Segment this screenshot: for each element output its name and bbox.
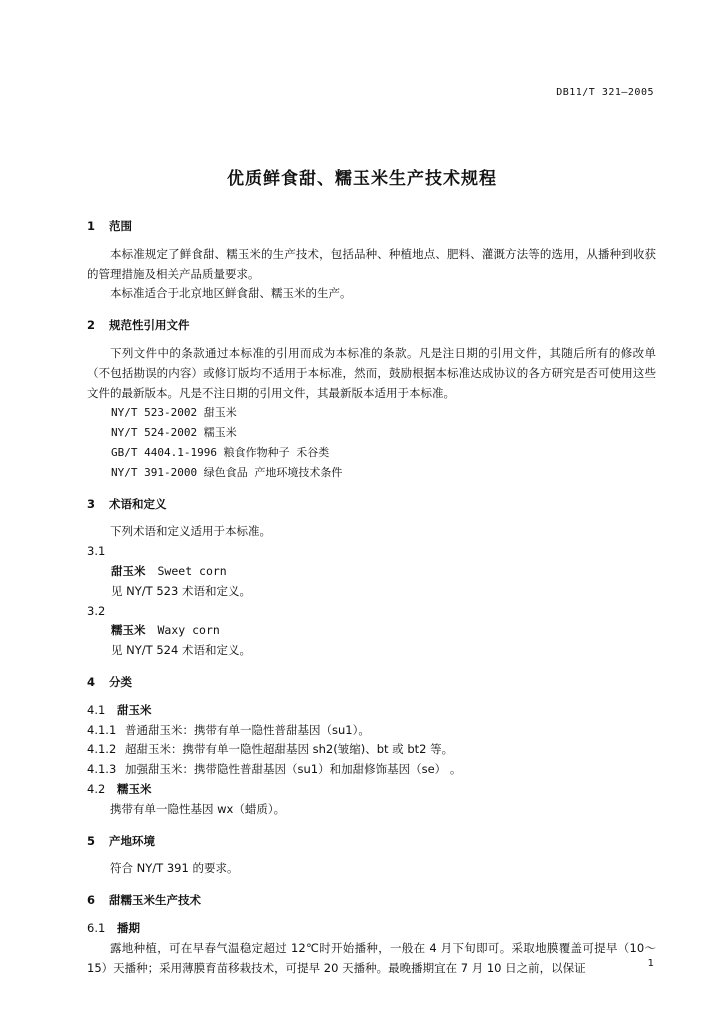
term-en: Sweet corn (157, 563, 227, 578)
section-3-heading (87, 495, 656, 515)
clause (87, 721, 656, 741)
term-name (87, 562, 656, 582)
subsection-number: 6.1 (87, 920, 106, 935)
section-4-heading (87, 673, 656, 693)
subsection-number: 4.1 (87, 702, 106, 717)
term-number: 3.2 (87, 603, 106, 618)
clause-number: 4.1.1 (87, 722, 117, 737)
paragraph: 携带有单一隐性基因 wx（蜡质）。 (110, 801, 286, 816)
term-definition: 见 NY/T 524 术语和定义。 (111, 643, 251, 658)
section-number: 4 (87, 674, 96, 689)
section-number: 6 (87, 893, 96, 908)
page-title: 优质鲜食甜、糯玉米生产技术规程 (227, 169, 497, 189)
section-title: 甜糯玉米生产技术 (109, 893, 202, 908)
section-number: 2 (87, 318, 96, 333)
section-2-heading (87, 316, 656, 336)
term-number: 3.1 (87, 544, 106, 559)
section-number: 5 (87, 833, 96, 848)
section-title: 范围 (109, 219, 133, 233)
section-title: 规范性引用文件 (109, 318, 190, 333)
paragraph: 符合 NY/T 391 的要求。 (110, 861, 239, 876)
document-code: DB11/T 321—2005 (556, 87, 654, 98)
subsection-heading (87, 701, 656, 721)
reference-item: NY/T 524-2002 糯玉米 (111, 426, 237, 440)
subsection-number: 4.2 (87, 781, 106, 796)
subsection-title: 糯玉米 (117, 781, 152, 796)
clause-number: 4.1.2 (87, 742, 117, 757)
paragraph: 露地种植，可在早春气温稳定超过 12℃时开始播种，一般在 4 月下旬即可。采取地膜覆盖可提早（10～15）天播种；采用薄膜育苗移栽技术，可提早 20 天播种。最晚播期宜在 7 月 10 日之前，以保证 (87, 940, 656, 975)
paragraph: 本标准适合于北京地区鲜食甜、糯玉米的生产。 (110, 286, 352, 301)
paragraph: 下列文件中的条款通过本标准的引用而成为本标准的条款。凡是注日期的引用文件，其随后所有的修改单（不包括勘误的内容）或修订版均不适用于本标准，然而，鼓励根据本标准达成协议的各方研究是否可使用这些文件的最新版本。凡是不注日期的引用文件，其最新版本适用于本标准。 (87, 345, 656, 400)
page-number: 1 (647, 958, 654, 969)
paragraph: 下列术语和定义适用于本标准。 (110, 524, 271, 539)
clause-text: 超甜玉米：携带有单一隐性超甜基因 sh2(皱缩)、bt 或 bt2 等。 (125, 742, 454, 757)
section-number: 1 (87, 219, 96, 233)
clause (87, 760, 656, 780)
clause-number: 4.1.3 (87, 762, 117, 777)
subsection-title: 播期 (117, 920, 140, 935)
term-zh: 甜玉米 (111, 563, 146, 578)
subsection-title: 甜玉米 (117, 702, 152, 717)
clause (87, 740, 656, 760)
reference-item: NY/T 391-2000 绿色食品 产地环境技术条件 (111, 465, 343, 479)
document-body (87, 217, 656, 978)
reference-item: GB/T 4404.1-1996 粮食作物种子 禾谷类 (111, 445, 330, 459)
clause-text: 加强甜玉米：携带隐性普甜基因（su1）和加甜修饰基因（se） 。 (125, 762, 462, 777)
section-title: 术语和定义 (109, 496, 167, 511)
section-5-heading (87, 832, 656, 852)
section-6-heading (87, 891, 656, 911)
section-number: 3 (87, 496, 96, 511)
paragraph: 本标准规定了鲜食甜、糯玉米的生产技术，包括品种、种植地点、肥料、灌溉方法等的选用，从播种到收获的管理措施及相关产品质量要求。 (87, 246, 656, 281)
subsection-heading (87, 919, 656, 939)
term-name (87, 621, 656, 641)
term-zh: 糯玉米 (111, 623, 146, 638)
subsection-heading (87, 780, 656, 800)
clause-text: 普通甜玉米：携带有单一隐性普甜基因（su1）。 (125, 722, 370, 737)
section-title: 产地环境 (109, 833, 156, 848)
reference-item: NY/T 523-2002 甜玉米 (111, 406, 237, 420)
term-definition: 见 NY/T 523 术语和定义。 (111, 583, 251, 598)
section-title: 分类 (109, 674, 133, 689)
section-1-heading (87, 217, 656, 237)
term-en: Waxy corn (157, 623, 220, 638)
